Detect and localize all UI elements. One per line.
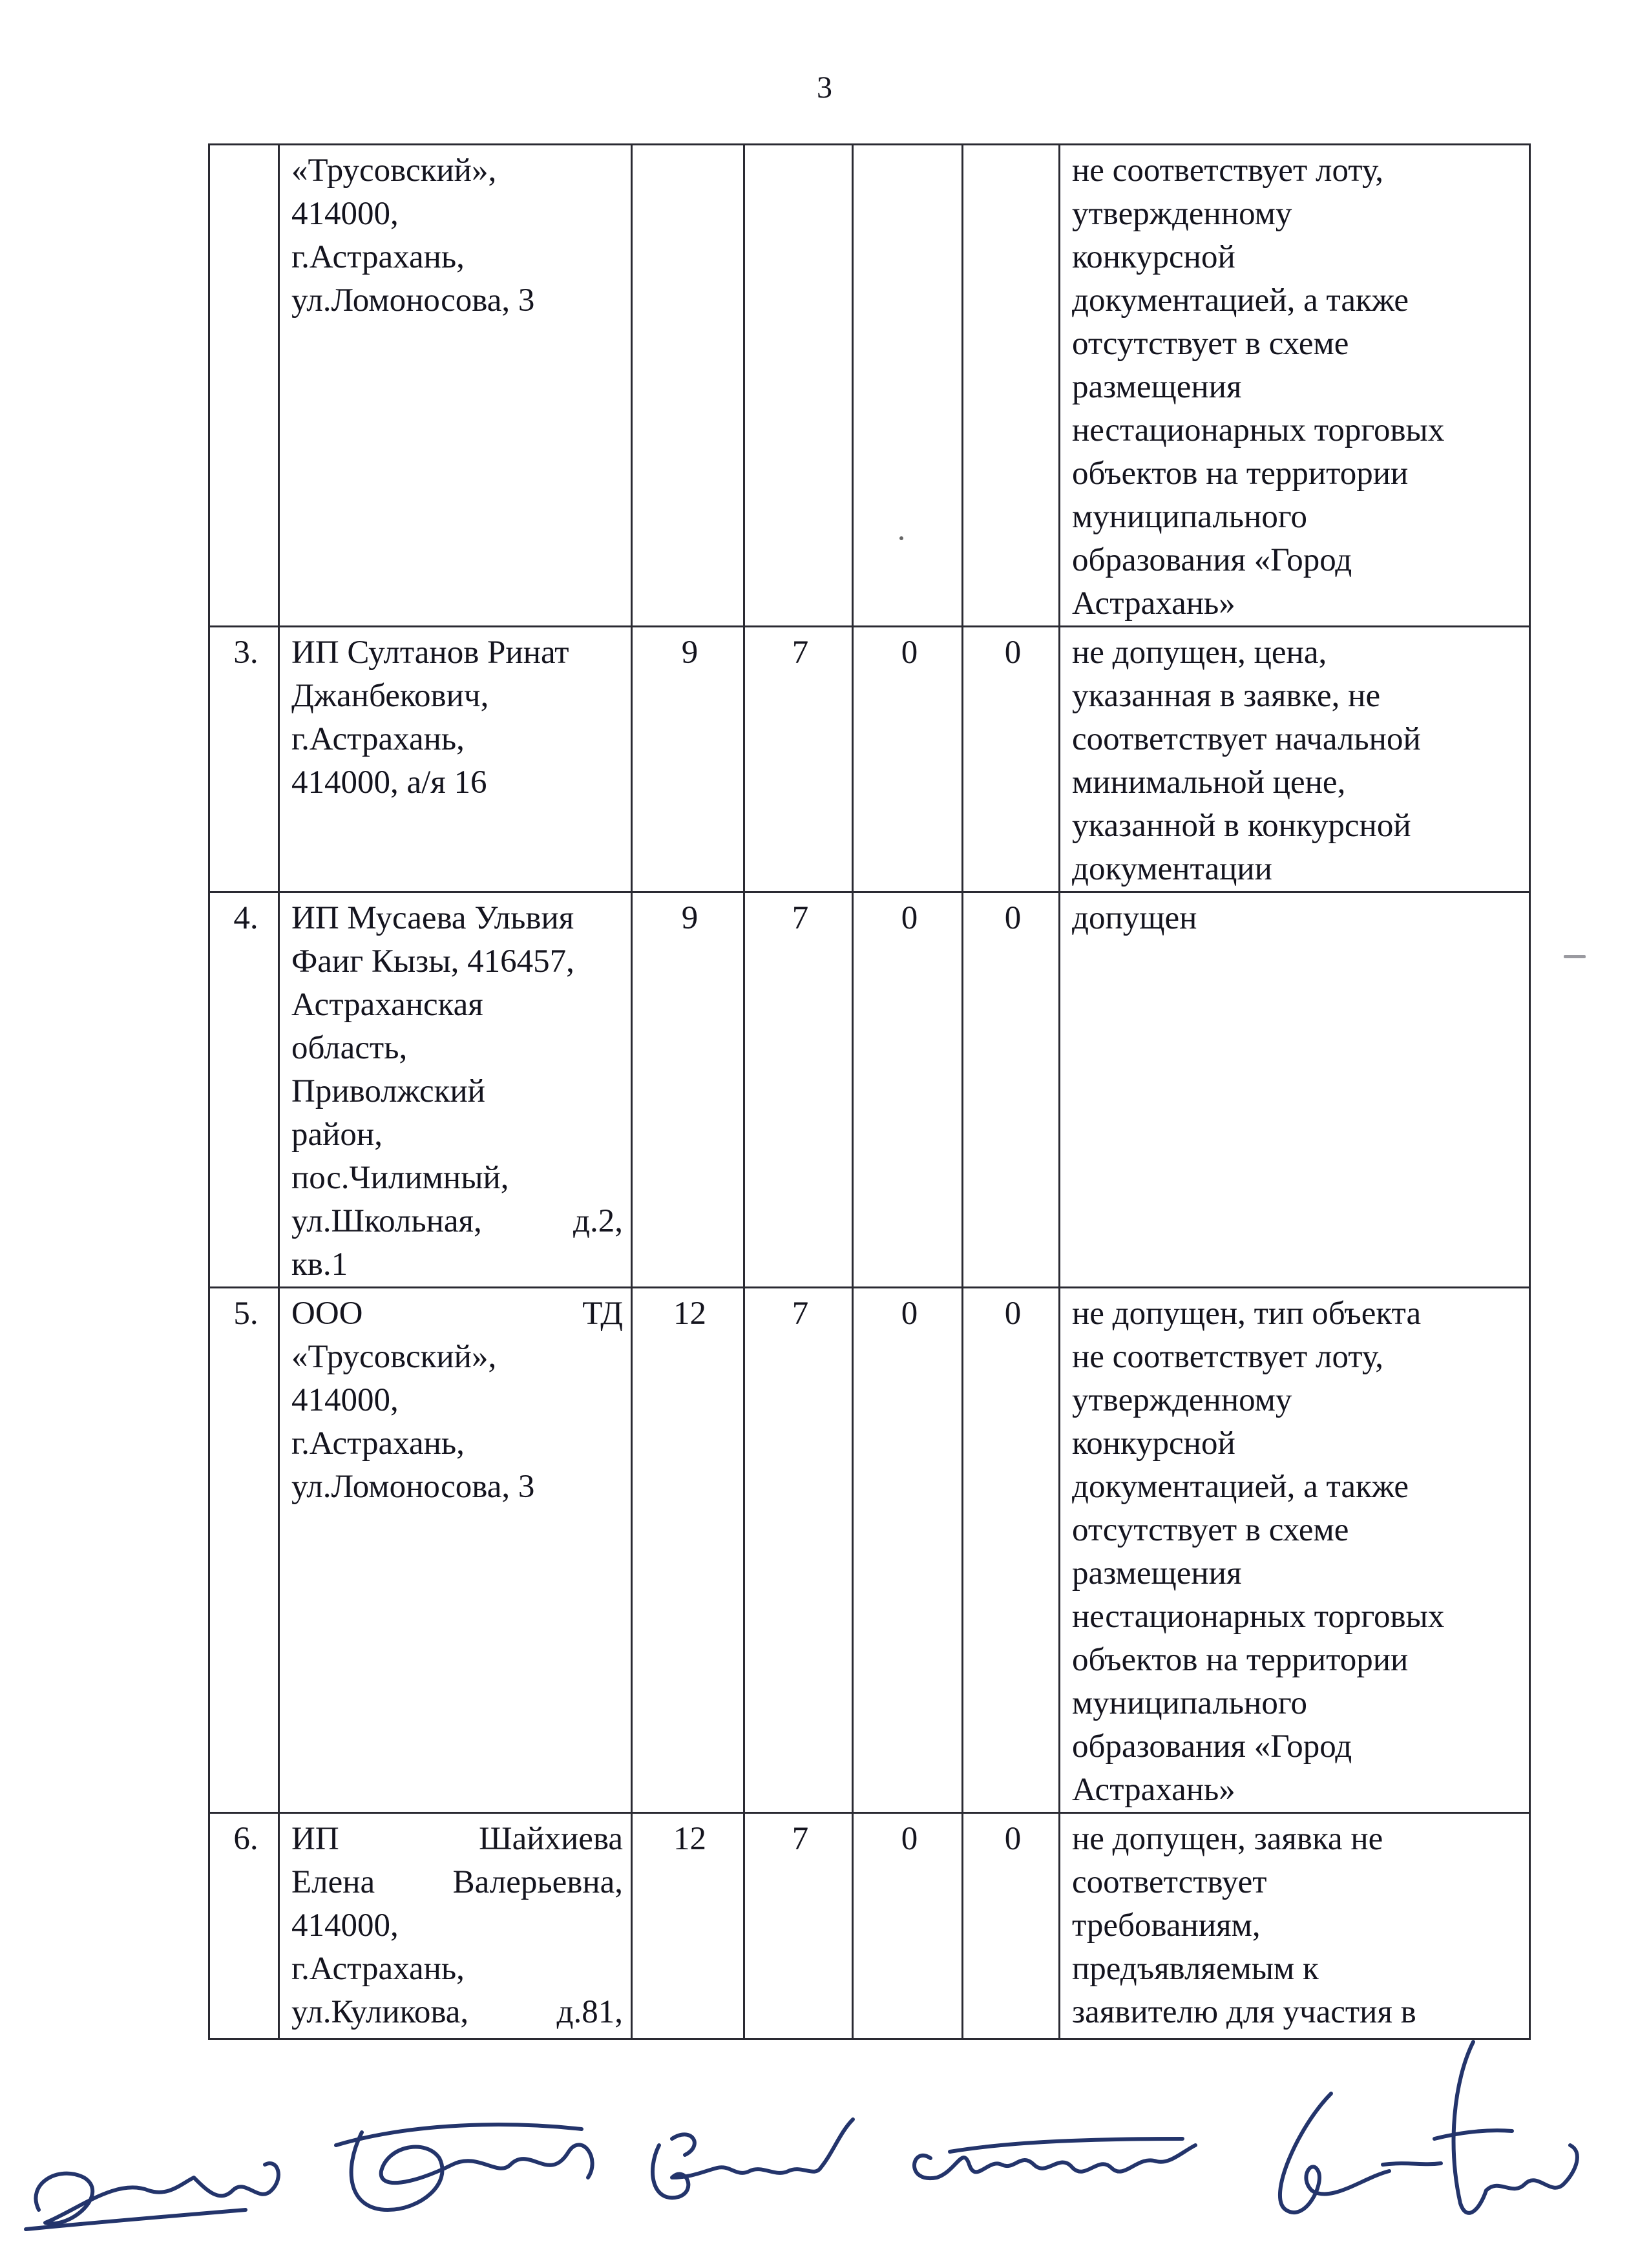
table-row <box>209 145 1530 627</box>
applicant-line: ИП Султанов Ринат <box>291 635 569 671</box>
decision-line: не допущен, цена, <box>1072 635 1327 671</box>
decision-line: соответствует <box>1072 1864 1267 1900</box>
applicant-line: Астраханская <box>291 987 483 1023</box>
score-3-cell <box>853 145 963 627</box>
decision-line: указанная в заявке, не <box>1072 678 1381 714</box>
score-1-cell: 9 <box>632 892 744 1288</box>
decision-cell <box>1060 892 1530 1288</box>
signature-5 <box>1280 2042 1577 2213</box>
applicant-line: район, <box>291 1117 383 1153</box>
decision-line: муниципального <box>1072 499 1307 535</box>
signature-1 <box>26 2163 278 2229</box>
decision-line: конкурсной <box>1072 1425 1235 1462</box>
applicant-line: Елена Валерьевна, <box>291 1864 623 1900</box>
score-3-cell: 0 <box>853 1813 963 2039</box>
decision-line: не соответствует лоту, <box>1072 152 1384 189</box>
decision-line: заявителю для участия в <box>1072 1994 1416 2030</box>
applicant-cell <box>279 892 632 1288</box>
applicant-cell <box>279 627 632 892</box>
applicant-cell <box>279 145 632 627</box>
decision-line: указанной в конкурсной <box>1072 808 1411 844</box>
decision-line: минимальной цене, <box>1072 764 1346 801</box>
applicant-line: ИП Мусаева Ульвия <box>291 900 574 936</box>
applicant-line: ул.Ломоносова, 3 <box>291 1469 535 1505</box>
decision-line: конкурсной <box>1072 239 1235 275</box>
decision-line: не допущен, тип объекта <box>1072 1296 1422 1332</box>
applicant-line: Фаиг Кызы, 416457, <box>291 943 574 980</box>
decision-cell <box>1060 145 1530 627</box>
score-3-cell: 0 <box>853 892 963 1288</box>
scan-speck <box>899 536 903 540</box>
page-number: 3 <box>817 70 832 105</box>
score-4-cell: 0 <box>963 1288 1060 1813</box>
decision-line: документации <box>1072 851 1272 887</box>
applicant-line: Приволжский <box>291 1073 485 1109</box>
applicant-line: г.Астрахань, <box>291 1951 465 1987</box>
signatures-row <box>0 2016 1649 2268</box>
table-row <box>209 1813 1530 2039</box>
decision-line: объектов на территории <box>1072 456 1409 492</box>
applicant-line: пос.Чилимный, <box>291 1160 509 1196</box>
applicant-line: кв.1 <box>291 1246 348 1283</box>
applicant-line: 414000, <box>291 196 399 232</box>
applicant-line: ул.Ломоносова, 3 <box>291 282 535 319</box>
decision-line: не соответствует лоту, <box>1072 1339 1384 1375</box>
decision-line: утвержденному <box>1072 196 1292 232</box>
decision-line: образования «Город <box>1072 1728 1352 1765</box>
decision-line: отсутствует в схеме <box>1072 1512 1349 1548</box>
decision-line: размещения <box>1072 369 1242 405</box>
score-1-cell <box>632 145 744 627</box>
applicant-line: г.Астрахань, <box>291 1425 465 1462</box>
decision-line: требованиям, <box>1072 1907 1261 1944</box>
decision-line: нестационарных торговых <box>1072 1599 1445 1635</box>
score-2-cell <box>744 145 853 627</box>
decision-cell <box>1060 627 1530 892</box>
table-row <box>209 892 1530 1288</box>
score-1-cell: 12 <box>632 1813 744 2039</box>
signature-3 <box>653 2119 853 2198</box>
decision-line: образования «Город <box>1072 542 1352 578</box>
score-4-cell: 0 <box>963 1813 1060 2039</box>
decision-cell <box>1060 1813 1530 2039</box>
applicant-line: ООО ТД <box>291 1296 623 1332</box>
score-3-cell: 0 <box>853 627 963 892</box>
decision-line: предъявляемым к <box>1072 1951 1319 1987</box>
decision-line: нестационарных торговых <box>1072 412 1445 448</box>
decision-line: отсутствует в схеме <box>1072 326 1349 362</box>
decision-line: документацией, а также <box>1072 1469 1409 1505</box>
row-number <box>209 145 279 627</box>
score-2-cell: 7 <box>744 1813 853 2039</box>
applicant-line: ИП Шайхиева <box>291 1821 623 1857</box>
decision-cell <box>1060 1288 1530 1813</box>
signature-2 <box>336 2125 593 2210</box>
applicant-line: область, <box>291 1030 408 1066</box>
score-1-cell: 12 <box>632 1288 744 1813</box>
score-4-cell <box>963 145 1060 627</box>
score-2-cell: 7 <box>744 1288 853 1813</box>
decision-line: соответствует начальной <box>1072 721 1421 757</box>
decision-line: размещения <box>1072 1555 1242 1591</box>
applicant-line: г.Астрахань, <box>291 721 465 757</box>
scan-mark <box>1564 955 1586 958</box>
decision-line: Астрахань» <box>1072 585 1235 622</box>
score-3-cell: 0 <box>853 1288 963 1813</box>
applicant-line: «Трусовский», <box>291 152 497 189</box>
applicant-line: Джанбекович, <box>291 678 489 714</box>
score-1-cell: 9 <box>632 627 744 892</box>
row-number: 5. <box>209 1288 279 1813</box>
decision-line: не допущен, заявка не <box>1072 1821 1383 1857</box>
row-number: 4. <box>209 892 279 1288</box>
applicant-line: ул.Куликова, д.81, <box>291 1994 623 2030</box>
score-2-cell: 7 <box>744 892 853 1288</box>
applicant-cell <box>279 1288 632 1813</box>
table-row <box>209 1288 1530 1813</box>
applicant-line: 414000, а/я 16 <box>291 764 487 801</box>
table-row <box>209 627 1530 892</box>
applicant-line: 414000, <box>291 1382 399 1418</box>
score-4-cell: 0 <box>963 627 1060 892</box>
decision-line: Астрахань» <box>1072 1772 1235 1808</box>
decision-line: утвержденному <box>1072 1382 1292 1418</box>
applicant-line: ул.Школьная, д.2, <box>291 1203 623 1239</box>
decision-line: документацией, а также <box>1072 282 1409 319</box>
score-2-cell: 7 <box>744 627 853 892</box>
row-number: 6. <box>209 1813 279 2039</box>
row-number: 3. <box>209 627 279 892</box>
applicant-line: 414000, <box>291 1907 399 1944</box>
applicant-line: г.Астрахань, <box>291 239 465 275</box>
decision-line: объектов на территории <box>1072 1642 1409 1678</box>
applicant-cell <box>279 1813 632 2039</box>
signature-4 <box>914 2139 1195 2178</box>
score-4-cell: 0 <box>963 892 1060 1288</box>
applicant-line: «Трусовский», <box>291 1339 497 1375</box>
decision-line: допущен <box>1072 900 1197 936</box>
applications-table <box>208 143 1531 2040</box>
decision-line: муниципального <box>1072 1685 1307 1721</box>
